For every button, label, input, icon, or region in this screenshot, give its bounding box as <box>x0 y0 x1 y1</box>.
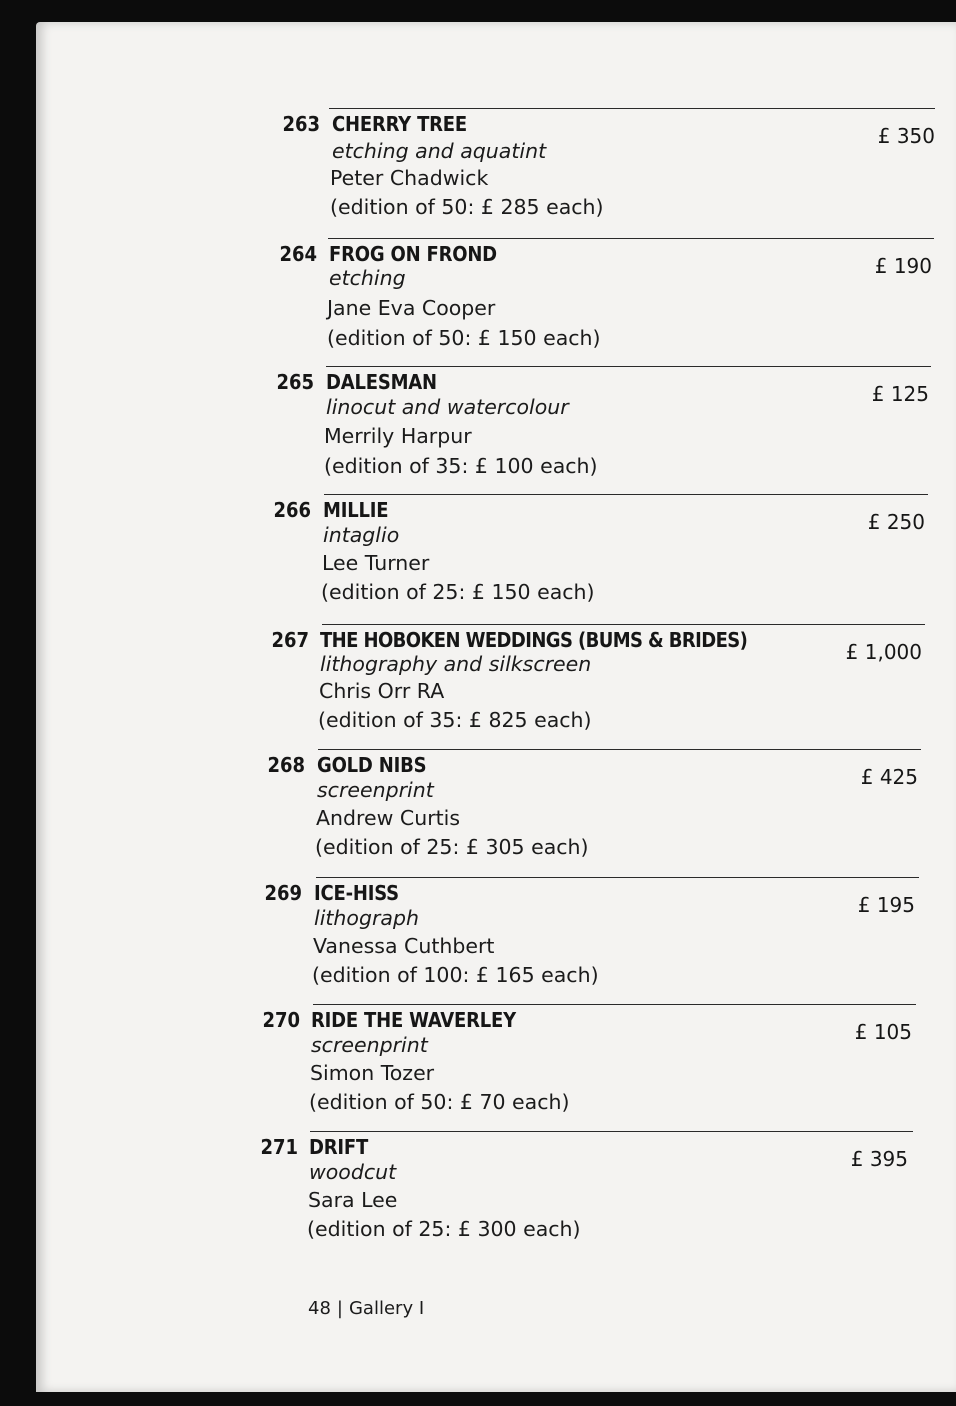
entry-artist: Merrily Harpur <box>324 424 472 448</box>
entry-edition: (edition of 50: £ 285 each) <box>330 195 604 219</box>
entry-artist: Chris Orr RA <box>319 679 445 703</box>
entry-divider <box>313 1004 916 1005</box>
entry-price: £ 350 <box>877 124 935 148</box>
catalogue-page <box>36 22 956 1392</box>
entry-artist: Sara Lee <box>308 1188 398 1212</box>
entry-divider <box>316 877 919 878</box>
entry-medium: linocut and watercolour <box>326 395 569 419</box>
entry-edition: (edition of 25: £ 305 each) <box>315 835 589 859</box>
page-number: 48 <box>308 1298 331 1319</box>
entry-edition: (edition of 25: £ 150 each) <box>321 580 595 604</box>
entry-number: 271 <box>260 1135 298 1159</box>
entry-price: £ 190 <box>874 254 932 278</box>
entry-edition: (edition of 35: £ 100 each) <box>324 454 598 478</box>
entry-artist: Andrew Curtis <box>316 806 461 830</box>
entry-divider <box>322 624 925 625</box>
entry-number: 269 <box>264 881 302 905</box>
entry-number: 263 <box>282 112 320 136</box>
entry-price: £ 395 <box>850 1147 908 1171</box>
entry-divider <box>310 1131 913 1132</box>
entry-title: RIDE THE WAVERLEY <box>311 1008 516 1032</box>
entry-price: £ 425 <box>860 765 918 789</box>
entry-title: FROG ON FROND <box>329 242 497 266</box>
entry-medium: woodcut <box>309 1160 397 1184</box>
entry-number: 267 <box>271 628 309 652</box>
entry-title: CHERRY TREE <box>332 112 467 136</box>
entry-artist: Peter Chadwick <box>330 166 489 190</box>
entry-edition: (edition of 50: £ 150 each) <box>327 326 601 350</box>
entry-medium: etching <box>329 266 406 290</box>
entry-divider <box>329 108 935 109</box>
entry-medium: etching and aquatint <box>332 139 547 163</box>
entry-title: ICE-HISS <box>314 881 399 905</box>
entry-artist: Vanessa Cuthbert <box>313 934 495 958</box>
entry-number: 266 <box>273 498 311 522</box>
entry-number: 265 <box>276 370 314 394</box>
entry-title: GOLD NIBS <box>317 753 427 777</box>
entry-medium: lithography and silkscreen <box>320 652 592 676</box>
gallery-name: Gallery I <box>348 1298 425 1319</box>
entry-title: THE HOBOKEN WEDDINGS (BUMS & BRIDES) <box>320 628 748 652</box>
entry-number: 270 <box>262 1008 300 1032</box>
entry-artist: Simon Tozer <box>310 1061 435 1085</box>
entry-artist: Jane Eva Cooper <box>327 296 496 320</box>
entry-number: 268 <box>267 753 305 777</box>
entry-edition: (edition of 25: £ 300 each) <box>307 1217 581 1241</box>
entry-price: £ 105 <box>854 1020 912 1044</box>
entry-divider <box>318 749 921 750</box>
entry-medium: screenprint <box>311 1033 428 1057</box>
entry-edition: (edition of 100: £ 165 each) <box>312 963 599 987</box>
entry-divider <box>324 494 928 495</box>
entry-divider <box>326 366 931 367</box>
entry-price: £ 250 <box>867 510 925 534</box>
entry-price: £ 125 <box>871 382 929 406</box>
entry-price: £ 195 <box>857 893 915 917</box>
entry-artist: Lee Turner <box>322 551 430 575</box>
entry-title: MILLIE <box>323 498 389 522</box>
entry-edition: (edition of 35: £ 825 each) <box>318 708 592 732</box>
entry-medium: screenprint <box>317 778 434 802</box>
entry-medium: lithograph <box>314 906 419 930</box>
entry-medium: intaglio <box>323 523 400 547</box>
footer-separator: | <box>336 1298 343 1319</box>
entry-title: DALESMAN <box>326 370 437 394</box>
entry-divider <box>328 238 934 239</box>
entry-number: 264 <box>279 242 317 266</box>
entry-edition: (edition of 50: £ 70 each) <box>309 1090 570 1114</box>
entry-price: £ 1,000 <box>845 640 922 664</box>
entry-title: DRIFT <box>309 1135 369 1159</box>
page-footer <box>308 1298 424 1319</box>
